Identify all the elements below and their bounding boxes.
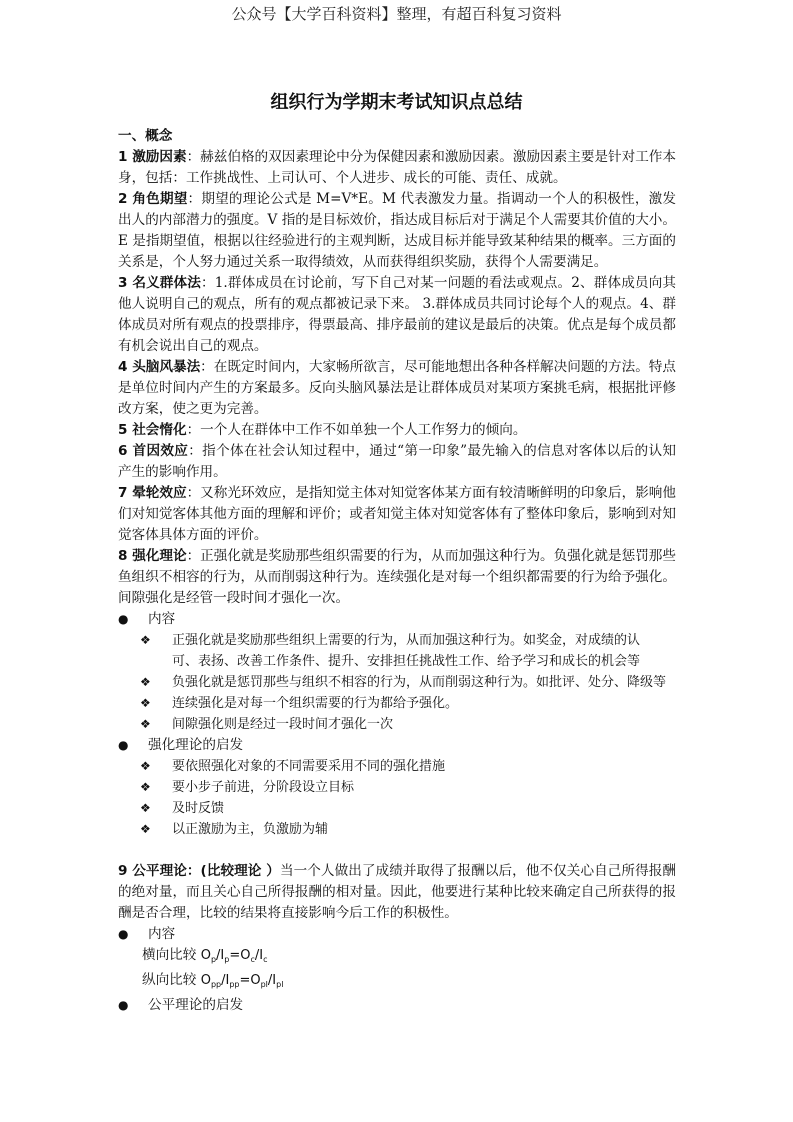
sub-bullet-text: 要小步子前进，分阶段设立目标 xyxy=(172,780,355,795)
sub-bullet-text: 要依照强化对象的不同需要采用不同的强化措施 xyxy=(172,759,446,774)
sub-bullet-item xyxy=(118,819,676,840)
diamond-bullet-icon: ❖ xyxy=(140,822,151,836)
concept-term: 2 角色期望 xyxy=(118,191,188,207)
page-header: 公众号【大学百科资料】整理，有超百科复习资料 xyxy=(231,5,562,23)
bullet-item xyxy=(118,735,676,756)
diamond-bullet-icon: ❖ xyxy=(140,675,151,689)
diamond-bullet-icon: ❖ xyxy=(140,633,151,647)
concept-term: 8 强化理论 xyxy=(118,548,187,564)
concept-term: 6 首因效应 xyxy=(118,443,189,459)
reinforce-content-list xyxy=(118,630,676,735)
sub-bullet-text: 及时反馈 xyxy=(172,801,225,816)
bullet-item xyxy=(118,609,676,630)
concept-text: ：1.群体成员在讨论前，写下自己对某一问题的看法或观点。2、群体成员向其他人说明自己的观点，所有的观点都被记录下来。 3.群体成员共同讨论每个人的观点。4、群体成员对所有观点的投票排序，得票最高、排序最前的建议是最后的决策。优点是每个成员都有机会说出自己的观点。 xyxy=(118,275,676,354)
document-title: 组织行为学期末考试知识点总结 xyxy=(270,92,523,113)
section-heading: 一、概念 xyxy=(118,128,173,144)
concept-paragraph xyxy=(118,420,676,441)
bullet-label: 公平理论的启发 xyxy=(148,997,244,1013)
diamond-bullet-icon: ❖ xyxy=(140,780,151,794)
concept-paragraph xyxy=(118,546,676,609)
concept-term: 7 晕轮效应 xyxy=(118,485,187,501)
concept-term: 5 社会惰化 xyxy=(118,422,187,438)
concept-text: ：一个人在群体中工作不如单独一个人工作努力的倾向。 xyxy=(186,422,527,438)
concept-text: ：正强化就是奖励那些组织需要的行为，从而加强这种行为。负强化就是惩罚那些鱼组织不相容的行为，从而削弱这种行为。连续强化是对每一个组织都需要的行为给予强化。间隙强化是经管一段时间才强化一次。 xyxy=(118,548,676,606)
sub-bullet-text: 以正激励为主，负激励为辅 xyxy=(172,822,329,837)
bullet-item xyxy=(118,924,676,945)
bullet-label: 内容 xyxy=(148,611,176,627)
concept-text: ：指个体在社会认知过程中，通过“第一印象”最先输入的信息对客体以后的认知产生的影响作用。 xyxy=(118,443,676,480)
formula-horizontal xyxy=(118,945,676,970)
sub-bullet-item xyxy=(118,630,676,672)
concept-paragraph xyxy=(118,483,676,546)
diamond-bullet-icon: ❖ xyxy=(140,717,151,731)
concept-paragraph xyxy=(118,441,676,483)
concept-term: 1 激励因素 xyxy=(118,149,187,165)
concept-text: ：又称光环效应，是指知觉主体对知觉客体某方面有较清晰鲜明的印象后，影响他们对知觉客体其他方面的理解和评价；或者知觉主体对知觉客体有了整体印象后，影响到对知觉客体具体方面的评价。 xyxy=(118,485,676,543)
bullet-label: 内容 xyxy=(148,926,176,942)
concept-list xyxy=(118,147,676,609)
sub-bullet-text: 负强化就是惩罚那些与组织不相容的行为，从而削弱这种行为。如批评、处分、降级等 xyxy=(172,675,667,690)
concept-text: ：赫兹伯格的双因素理论中分为保健因素和激励因素。激励因素主要是针对工作本身，包括：工作挑战性、上司认可、个人进步、成长的可能、责任、成就。 xyxy=(118,149,676,186)
formula-label: 纵向比较 xyxy=(142,972,197,988)
document-body xyxy=(118,126,676,1016)
concept-paragraph xyxy=(118,273,676,357)
formula: $O_{pp}/I_{pp}=O_{pl}/I_{pl}$ xyxy=(200,973,284,989)
sub-bullet-item xyxy=(118,693,676,714)
diamond-bullet-icon: ❖ xyxy=(140,759,151,773)
formula: $O_p/I_p=O_c/I_c$ xyxy=(200,948,268,964)
concept-text: ：在既定时间内，大家畅所欲言，尽可能地想出各种各样解决问题的方法。特点是单位时间内产生的方案最多。反向头脑风暴法是让群体成员对某项方案挑毛病，根据批评修改方案，使之更为完善。 xyxy=(118,359,676,417)
concept-paragraph xyxy=(118,357,676,420)
sub-bullet-item xyxy=(118,798,676,819)
formula-label: 横向比较 xyxy=(142,947,197,963)
sub-bullet-item xyxy=(118,777,676,798)
diamond-bullet-icon: ❖ xyxy=(140,696,151,710)
concept-term: 3 名义群体法 xyxy=(118,275,202,291)
reinforce-insight-list xyxy=(118,756,676,840)
concept-term: 9 公平理论：(比较理论 ） xyxy=(118,863,280,879)
sub-bullet-item xyxy=(118,714,676,735)
concept-paragraph xyxy=(118,147,676,189)
bullet-label: 强化理论的启发 xyxy=(148,737,244,753)
concept-text: ：期望的理论公式是 M=V*E。M 代表激发力量。指调动一个人的积极性，激发出人的内部潜力的强度。V 指的是目标效价，指达成目标后对于满足个人需要其价值的大小。E 是指期望值，根据以往经验进行的主观判断，达成目标并能导致某种结果的概率。三方面的关系是，个人努力通过关系一取得绩效，从而获得组织奖励，获得个人需要满足。 xyxy=(118,191,676,270)
sub-bullet-item xyxy=(118,756,676,777)
sub-bullet-text: 间隙强化则是经过一段时间才强化一次 xyxy=(172,717,394,732)
diamond-bullet-icon: ❖ xyxy=(140,801,151,815)
concept-paragraph xyxy=(118,189,676,273)
concept-text: 当一个人做出了成绩并取得了报酬以后，他不仅关心自己所得报酬的绝对量，而且关心自己所得报酬的相对量。因此，他要进行某种比较来确定自己所获得的报酬是否合理，比较的结果将直接影响今后工作的积极性。 xyxy=(118,863,677,921)
concept-paragraph xyxy=(118,861,676,924)
concept-term: 4 头脑风暴法 xyxy=(118,359,201,375)
sub-bullet-item xyxy=(118,672,676,693)
formula-vertical xyxy=(118,970,676,995)
sub-bullet-text: 正强化就是奖励那些组织上需要的行为，从而加强这种行为。如奖金，对成绩的认 可、表扬、改善工作条件、提升、安排担任挑战性工作、给予学习和成长的机会等 xyxy=(172,633,654,669)
sub-bullet-text: 连续强化是对每一个组织需要的行为都给予强化。 xyxy=(172,696,459,711)
bullet-item xyxy=(118,995,676,1016)
